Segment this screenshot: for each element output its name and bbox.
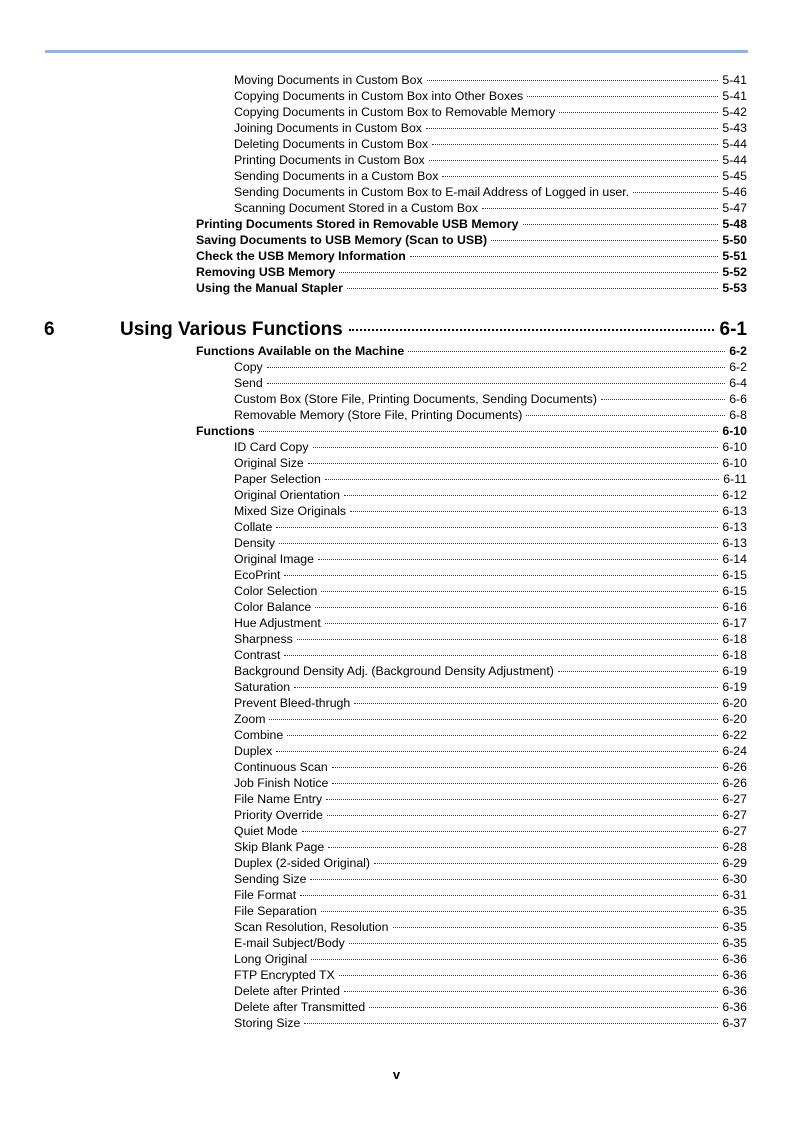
entry-page: 6-35 bbox=[722, 904, 747, 918]
toc-subsection-entry[interactable] bbox=[234, 663, 747, 679]
toc-subsection-entry[interactable] bbox=[234, 136, 747, 152]
dot-leader bbox=[633, 192, 718, 193]
toc-subsection-entry[interactable] bbox=[234, 647, 747, 663]
toc-subsection-entry[interactable] bbox=[234, 184, 747, 200]
toc-subsection-entry[interactable] bbox=[234, 567, 747, 583]
toc-subsection-entry[interactable] bbox=[234, 168, 747, 184]
entry-page: 5-48 bbox=[722, 217, 747, 231]
entry-page: 6-10 bbox=[722, 440, 747, 454]
entry-title: Original Image bbox=[234, 552, 314, 566]
dot-leader bbox=[294, 687, 718, 688]
dot-leader bbox=[601, 399, 725, 400]
toc-subsection-entry[interactable] bbox=[234, 88, 747, 104]
entry-title: Functions Available on the Machine bbox=[196, 344, 405, 358]
toc-subsection-entry[interactable] bbox=[234, 599, 747, 615]
dot-leader bbox=[328, 847, 718, 848]
toc-subsection-entry[interactable] bbox=[234, 887, 747, 903]
entry-page: 6-27 bbox=[722, 808, 747, 822]
entry-title: Original Size bbox=[234, 456, 304, 470]
entry-title: Saturation bbox=[234, 680, 291, 694]
entry-page: 5-53 bbox=[722, 281, 747, 295]
entry-title: Hue Adjustment bbox=[234, 616, 321, 630]
entry-title: File Name Entry bbox=[234, 792, 323, 806]
toc-section-entry[interactable] bbox=[196, 280, 747, 296]
chapter-heading[interactable] bbox=[44, 318, 747, 342]
entry-title: Printing Documents in Custom Box bbox=[234, 153, 425, 167]
entry-title: Printing Documents Stored in Removable USB Memory bbox=[196, 217, 519, 231]
entry-page: 6-4 bbox=[729, 376, 747, 390]
toc-subsection-entry[interactable] bbox=[234, 120, 747, 136]
entry-page: 6-15 bbox=[722, 584, 747, 598]
dot-leader bbox=[284, 655, 718, 656]
toc-subsection-entry[interactable] bbox=[234, 711, 747, 727]
toc-subsection-entry[interactable] bbox=[234, 487, 747, 503]
dot-leader bbox=[491, 240, 718, 241]
entry-title: File Format bbox=[234, 888, 297, 902]
toc-subsection-entry[interactable] bbox=[234, 983, 747, 999]
entry-title: File Separation bbox=[234, 904, 317, 918]
chapter-number: 6 bbox=[44, 319, 55, 340]
entry-title: Saving Documents to USB Memory (Scan to USB) bbox=[196, 233, 488, 247]
dot-leader bbox=[311, 959, 718, 960]
toc-subsection-entry[interactable] bbox=[234, 903, 747, 919]
dot-leader bbox=[408, 351, 725, 352]
entry-title: Collate bbox=[234, 520, 273, 534]
toc-subsection-entry[interactable] bbox=[234, 535, 747, 551]
entry-title: Deleting Documents in Custom Box bbox=[234, 137, 429, 151]
entry-title: Scan Resolution, Resolution bbox=[234, 920, 389, 934]
entry-page: 5-46 bbox=[722, 185, 747, 199]
toc-subsection-entry[interactable] bbox=[234, 871, 747, 887]
entry-page: 6-37 bbox=[722, 1016, 747, 1030]
toc-subsection-entry[interactable] bbox=[234, 391, 747, 407]
entry-title: Custom Box (Store File, Printing Documents, Sending Documents) bbox=[234, 392, 597, 406]
dot-leader bbox=[349, 329, 714, 331]
entry-page: 6-13 bbox=[722, 504, 747, 518]
dot-leader bbox=[325, 623, 719, 624]
toc-subsection-entry[interactable] bbox=[234, 439, 747, 455]
entry-title: Original Orientation bbox=[234, 488, 340, 502]
entry-title: Job Finish Notice bbox=[234, 776, 329, 790]
dot-leader bbox=[297, 639, 719, 640]
entry-title: Copy bbox=[234, 360, 263, 374]
dot-leader bbox=[427, 80, 719, 81]
entry-page: 6-2 bbox=[729, 360, 747, 374]
toc-subsection-entry[interactable] bbox=[234, 471, 747, 487]
dot-leader bbox=[310, 879, 718, 880]
entry-page: 6-36 bbox=[722, 952, 747, 966]
entry-page: 6-24 bbox=[722, 744, 747, 758]
entry-page: 6-26 bbox=[722, 776, 747, 790]
entry-title: Sharpness bbox=[234, 632, 293, 646]
dot-leader bbox=[318, 559, 718, 560]
toc-subsection-entry[interactable] bbox=[234, 551, 747, 567]
entry-title: Prevent Bleed-thrugh bbox=[234, 696, 351, 710]
dot-leader bbox=[339, 272, 718, 273]
entry-page: 5-41 bbox=[722, 73, 747, 87]
toc-section-entry[interactable] bbox=[196, 216, 747, 232]
toc-subsection-entry[interactable] bbox=[234, 503, 747, 519]
dot-leader bbox=[344, 495, 718, 496]
toc-subsection-entry[interactable] bbox=[234, 375, 747, 391]
dot-leader bbox=[558, 671, 718, 672]
dot-leader bbox=[332, 783, 718, 784]
entry-page: 5-42 bbox=[722, 105, 747, 119]
entry-page: 6-30 bbox=[722, 872, 747, 886]
entry-title: Scanning Document Stored in a Custom Box bbox=[234, 201, 479, 215]
entry-page: 6-19 bbox=[722, 680, 747, 694]
entry-title: Removing USB Memory bbox=[196, 265, 336, 279]
entry-page: 6-36 bbox=[722, 968, 747, 982]
toc-subsection-entry[interactable] bbox=[234, 791, 747, 807]
dot-leader bbox=[482, 208, 718, 209]
entry-title: Contrast bbox=[234, 648, 281, 662]
toc-section-entry[interactable] bbox=[196, 248, 747, 264]
entry-title: Check the USB Memory Information bbox=[196, 249, 406, 263]
dot-leader bbox=[374, 863, 718, 864]
dot-leader bbox=[269, 719, 718, 720]
toc-subsection-entry[interactable] bbox=[234, 951, 747, 967]
entry-page: 6-28 bbox=[722, 840, 747, 854]
entry-page: 6-22 bbox=[722, 728, 747, 742]
dot-leader bbox=[276, 751, 718, 752]
entry-page: 6-19 bbox=[722, 664, 747, 678]
entry-title: Sending Documents in a Custom Box bbox=[234, 169, 439, 183]
entry-page: 6-2 bbox=[729, 344, 747, 358]
dot-leader bbox=[313, 447, 719, 448]
entry-page: 6-27 bbox=[722, 792, 747, 806]
entry-page: 6-11 bbox=[723, 472, 747, 486]
entry-page: 6-10 bbox=[722, 456, 747, 470]
entry-page: 6-35 bbox=[722, 920, 747, 934]
toc-subsection-entry[interactable] bbox=[234, 695, 747, 711]
entry-title: Background Density Adj. (Background Density Adjustment) bbox=[234, 664, 554, 678]
toc-subsection-entry[interactable] bbox=[234, 152, 747, 168]
chapter-title-row bbox=[120, 318, 747, 342]
entry-page: 6-36 bbox=[722, 1000, 747, 1014]
entry-title: Sending Size bbox=[234, 872, 307, 886]
dot-leader bbox=[284, 575, 718, 576]
toc-subsection-entry[interactable] bbox=[234, 727, 747, 743]
dot-leader bbox=[344, 991, 718, 992]
dot-leader bbox=[308, 463, 719, 464]
entry-page: 6-18 bbox=[722, 648, 747, 662]
entry-page: 6-27 bbox=[722, 824, 747, 838]
dot-leader bbox=[321, 911, 719, 912]
entry-page: 5-44 bbox=[722, 137, 747, 151]
entry-title: Joining Documents in Custom Box bbox=[234, 121, 422, 135]
dot-leader bbox=[326, 799, 718, 800]
toc-subsection-entry[interactable] bbox=[234, 935, 747, 951]
entry-title: Skip Blank Page bbox=[234, 840, 325, 854]
dot-leader bbox=[347, 288, 718, 289]
header-rule bbox=[45, 50, 748, 53]
dot-leader bbox=[304, 1023, 718, 1024]
dot-leader bbox=[432, 144, 718, 145]
dot-leader bbox=[315, 607, 718, 608]
toc-subsection-entry[interactable] bbox=[234, 999, 747, 1015]
toc-subsection-entry[interactable] bbox=[234, 200, 747, 216]
entry-title: ID Card Copy bbox=[234, 440, 309, 454]
entry-title: Moving Documents in Custom Box bbox=[234, 73, 423, 87]
dot-leader bbox=[526, 415, 725, 416]
dot-leader bbox=[442, 176, 718, 177]
entry-page: 5-43 bbox=[722, 121, 747, 135]
dot-leader bbox=[350, 511, 718, 512]
entry-page: 5-45 bbox=[722, 169, 747, 183]
dot-leader bbox=[393, 927, 719, 928]
entry-title: Using the Manual Stapler bbox=[196, 281, 343, 295]
dot-leader bbox=[332, 767, 719, 768]
dot-leader bbox=[302, 831, 719, 832]
entry-page: 6-29 bbox=[722, 856, 747, 870]
dot-leader bbox=[321, 591, 718, 592]
dot-leader bbox=[267, 367, 726, 368]
entry-page: 5-47 bbox=[722, 201, 747, 215]
entry-title: FTP Encrypted TX bbox=[234, 968, 335, 982]
entry-title: E-mail Subject/Body bbox=[234, 936, 345, 950]
entry-title: Zoom bbox=[234, 712, 266, 726]
entry-page: 6-17 bbox=[722, 616, 747, 630]
entry-title: Mixed Size Originals bbox=[234, 504, 347, 518]
toc-subsection-entry[interactable] bbox=[234, 615, 747, 631]
entry-title: Continuous Scan bbox=[234, 760, 328, 774]
entry-title: Delete after Transmitted bbox=[234, 1000, 366, 1014]
entry-page: 5-41 bbox=[722, 89, 747, 103]
entry-title: Quiet Mode bbox=[234, 824, 298, 838]
toc-subsection-entry[interactable] bbox=[234, 807, 747, 823]
toc-subsection-entry[interactable] bbox=[234, 743, 747, 759]
dot-leader bbox=[300, 895, 718, 896]
entry-title: Long Original bbox=[234, 952, 308, 966]
dot-leader bbox=[327, 815, 719, 816]
entry-page: 5-51 bbox=[722, 249, 747, 263]
entry-title: Delete after Printed bbox=[234, 984, 340, 998]
entry-page: 6-15 bbox=[722, 568, 747, 582]
dot-leader bbox=[267, 383, 726, 384]
dot-leader bbox=[339, 975, 719, 976]
toc-subsection-entry[interactable] bbox=[234, 775, 747, 791]
entry-page: 6-12 bbox=[722, 488, 747, 502]
page-number: v bbox=[392, 1067, 401, 1082]
entry-title: Storing Size bbox=[234, 1016, 301, 1030]
entry-title: Copying Documents in Custom Box into Other Boxes bbox=[234, 89, 524, 103]
dot-leader bbox=[559, 112, 718, 113]
entry-page: 6-26 bbox=[722, 760, 747, 774]
entry-page: 6-16 bbox=[722, 600, 747, 614]
entry-title: Sending Documents in Custom Box to E-mail Address of Logged in user. bbox=[234, 185, 630, 199]
entry-page: 5-44 bbox=[722, 153, 747, 167]
entry-page: 5-52 bbox=[722, 265, 747, 279]
chapter-title: Using Various Functions bbox=[120, 319, 343, 340]
entry-title: Priority Override bbox=[234, 808, 323, 822]
toc-subsection-entry[interactable] bbox=[234, 359, 747, 375]
entry-page: 6-35 bbox=[722, 936, 747, 950]
toc-section-entry[interactable] bbox=[196, 423, 747, 439]
entry-title: Duplex bbox=[234, 744, 273, 758]
entry-title: Color Selection bbox=[234, 584, 318, 598]
dot-leader bbox=[426, 128, 718, 129]
dot-leader bbox=[325, 479, 719, 480]
toc-section-entry[interactable] bbox=[196, 264, 747, 280]
entry-page: 5-50 bbox=[722, 233, 747, 247]
toc-subsection-entry[interactable] bbox=[234, 919, 747, 935]
toc-section-entry[interactable] bbox=[196, 343, 747, 359]
entry-page: 6-36 bbox=[722, 984, 747, 998]
entry-title: EcoPrint bbox=[234, 568, 281, 582]
entry-title: Color Balance bbox=[234, 600, 312, 614]
dot-leader bbox=[287, 735, 718, 736]
toc-subsection-entry[interactable] bbox=[234, 104, 747, 120]
entry-page: 6-20 bbox=[722, 696, 747, 710]
toc-subsection-entry[interactable] bbox=[234, 759, 747, 775]
dot-leader bbox=[354, 703, 718, 704]
entry-title: Duplex (2-sided Original) bbox=[234, 856, 371, 870]
entry-title: Removable Memory (Store File, Printing Documents) bbox=[234, 408, 523, 422]
dot-leader bbox=[410, 256, 719, 257]
entry-title: Functions bbox=[196, 424, 255, 438]
entry-page: 6-31 bbox=[722, 888, 747, 902]
dot-leader bbox=[279, 543, 718, 544]
entry-page: 6-10 bbox=[722, 424, 747, 438]
dot-leader bbox=[369, 1007, 718, 1008]
toc-subsection-entry[interactable] bbox=[234, 823, 747, 839]
toc-subsection-entry[interactable] bbox=[234, 455, 747, 471]
toc-subsection-entry[interactable] bbox=[234, 1015, 747, 1031]
toc-subsection-entry[interactable] bbox=[234, 839, 747, 855]
toc-subsection-entry[interactable] bbox=[234, 679, 747, 695]
toc-subsection-entry[interactable] bbox=[234, 519, 747, 535]
toc-section-entry[interactable] bbox=[196, 232, 747, 248]
toc-subsection-entry[interactable] bbox=[234, 407, 747, 423]
entry-page: 6-6 bbox=[729, 392, 747, 406]
toc-subsection-entry[interactable] bbox=[234, 967, 747, 983]
entry-page: 6-13 bbox=[722, 536, 747, 550]
dot-leader bbox=[276, 527, 718, 528]
entry-page: 6-14 bbox=[722, 552, 747, 566]
toc-subsection-entry[interactable] bbox=[234, 631, 747, 647]
dot-leader bbox=[349, 943, 719, 944]
chapter-page: 6-1 bbox=[719, 319, 747, 340]
entry-title: Paper Selection bbox=[234, 472, 321, 486]
toc-subsection-entry[interactable] bbox=[234, 583, 747, 599]
entry-page: 6-8 bbox=[729, 408, 747, 422]
entry-page: 6-18 bbox=[722, 632, 747, 646]
toc-subsection-entry[interactable] bbox=[234, 72, 747, 88]
entry-title: Density bbox=[234, 536, 276, 550]
entry-page: 6-13 bbox=[722, 520, 747, 534]
entry-page: 6-20 bbox=[722, 712, 747, 726]
entry-title: Send bbox=[234, 376, 263, 390]
dot-leader bbox=[429, 160, 719, 161]
dot-leader bbox=[523, 224, 719, 225]
entry-title: Copying Documents in Custom Box to Removable Memory bbox=[234, 105, 556, 119]
dot-leader bbox=[259, 431, 719, 432]
dot-leader bbox=[527, 96, 718, 97]
toc-subsection-entry[interactable] bbox=[234, 855, 747, 871]
entry-title: Combine bbox=[234, 728, 284, 742]
